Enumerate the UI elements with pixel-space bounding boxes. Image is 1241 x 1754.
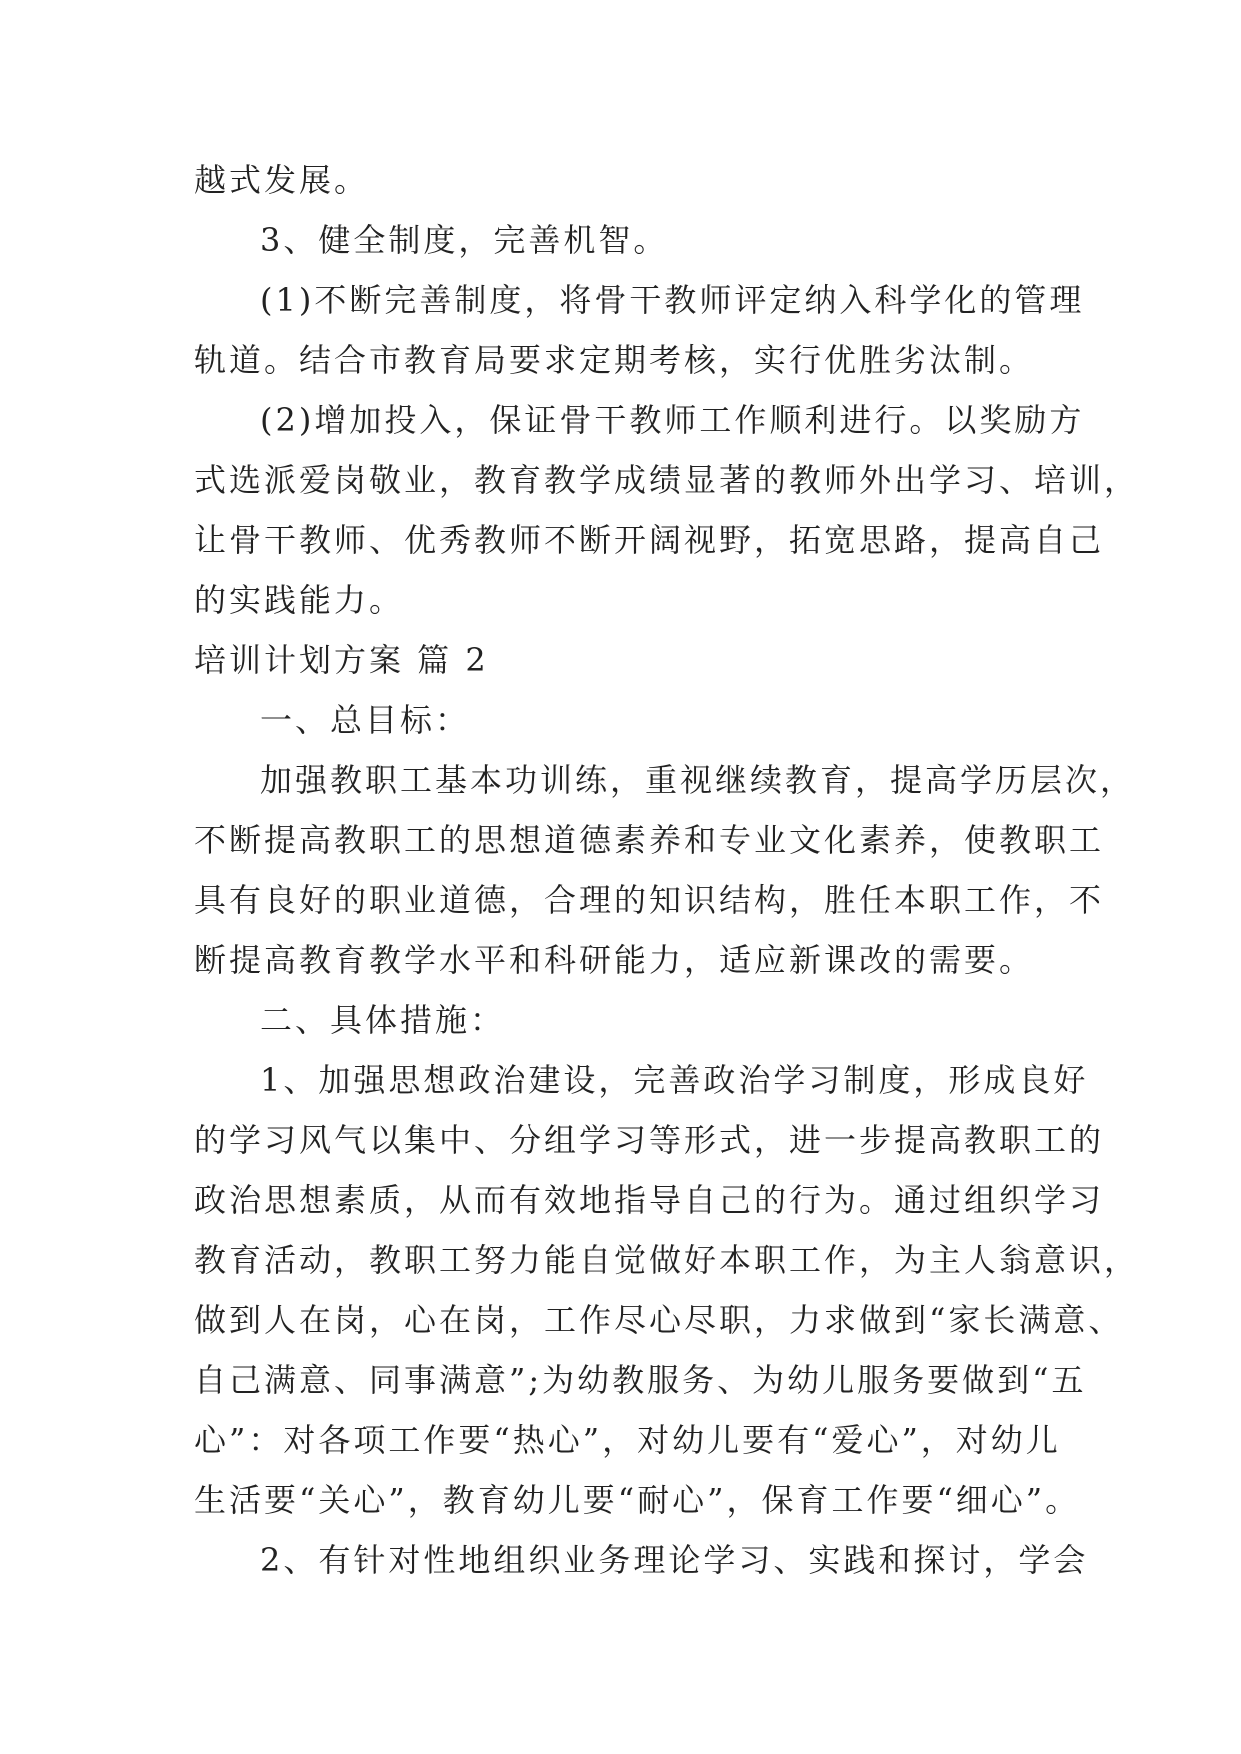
text-line: 的学习风气以集中、分组学习等形式，进一步提高教职工的 [194,1121,1105,1159]
text-line: 做到人在岗，心在岗，工作尽心尽职，力求做到“家长满意、 [194,1301,1124,1339]
text-line: 生活要“关心”，教育幼儿要“耐心”，保育工作要“细心”。 [194,1481,1081,1519]
section-heading-3: 3、健全制度，完善机智。 [260,221,669,259]
text-line: (1)不断完善制度，将骨干教师评定纳入科学化的管理 [260,281,1085,319]
section-heading-1: 一、总目标： [260,701,471,739]
text-line: 不断提高教职工的思想道德素养和专业文化素养，使教职工 [194,821,1105,859]
text-line: 政治思想素质，从而有效地指导自己的行为。通过组织学习 [194,1181,1105,1219]
text-line: 2、有针对性地组织业务理论学习、实践和探讨，学会 [260,1541,1089,1579]
text-line: 轨道。结合市教育局要求定期考核，实行优胜劣汰制。 [194,341,1035,379]
document-body [194,150,1140,1590]
text-line: 自己满意、同事满意”;为幼教服务、为幼儿服务要做到“五 [194,1361,1087,1399]
text-line: (2)增加投入，保证骨干教师工作顺利进行。以奖励方 [260,401,1085,439]
text-line: 越式发展。 [194,161,370,199]
text-line: 断提高教育教学水平和科研能力，适应新课改的需要。 [194,941,1035,979]
section-heading-2: 二、具体措施： [260,1001,506,1039]
text-line: 的实践能力。 [194,581,405,619]
text-line: 心”：对各项工作要“热心”，对幼儿要有“爱心”，对幼儿 [194,1421,1061,1459]
text-line: 1、加强思想政治建设，完善政治学习制度，形成良好 [260,1061,1089,1099]
text-line: 教育活动，教职工努力能自觉做好本职工作，为主人翁意识， [194,1241,1140,1279]
text-line: 具有良好的职业道德，合理的知识结构，胜任本职工作，不 [194,881,1105,919]
article-title: 培训计划方案 篇 2 [194,641,489,679]
text-line: 式选派爱岗敬业，教育教学成绩显著的教师外出学习、培训， [194,461,1140,499]
text-line: 加强教职工基本功训练，重视继续教育，提高学历层次， [260,761,1136,799]
text-line: 让骨干教师、优秀教师不断开阔视野，拓宽思路，提高自己 [194,521,1105,559]
